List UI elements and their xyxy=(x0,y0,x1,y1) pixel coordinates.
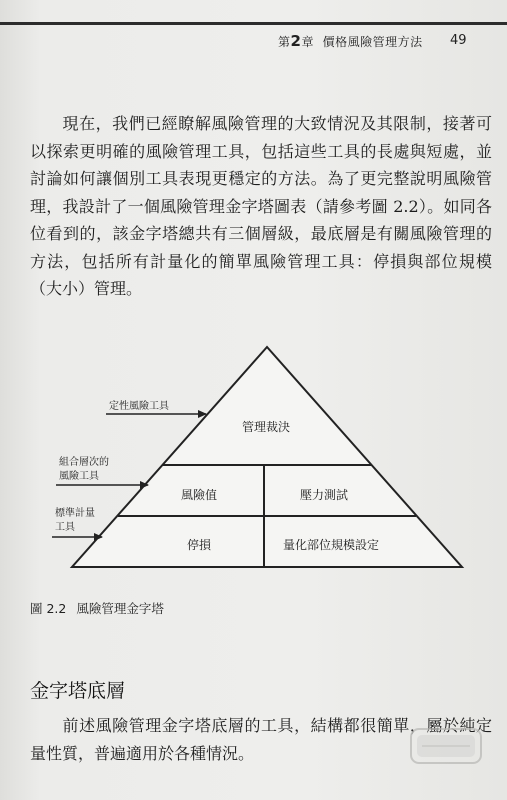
tier-label-stop-loss: 停損 xyxy=(186,538,212,552)
arrow-label-qualitative: 定性風險工具 xyxy=(109,401,169,412)
arrow-label-standard-line1: 標準計量 xyxy=(55,508,95,519)
arrow-label-portfolio-line1: 組合層次的 xyxy=(59,457,109,468)
header-rule xyxy=(0,22,507,25)
arrow-label-portfolio-line2: 風險工具 xyxy=(59,471,99,482)
paragraph-1-text: 現在，我們已經瞭解風險管理的大致情況及其限制，接著可以探索更明確的風險管理工具，包括這些工具的長處與短處，並討論如何讓個別工具表現更穩定的方法。為了更完整說明風險管理，我設計了一個風險管理金字塔圖表（請參考圖 2.2）。如同各位看到的，該金字塔總共有三個層級，最底層是有關風險管理的方法，包括所有計量化的簡單風險管理工具：停損與部位規模（大小）管理。 xyxy=(30,114,492,298)
running-header xyxy=(0,0,507,52)
tier-label-var: 風險值 xyxy=(180,488,218,502)
section-heading: 金字塔底層 xyxy=(30,680,126,702)
tier-label-position-sizing: 量化部位規模設定 xyxy=(282,538,380,552)
figure-title: 風險管理金字塔 xyxy=(76,601,164,616)
body-paragraph-1 xyxy=(30,110,492,303)
figure-number: 圖 2.2 xyxy=(30,601,67,616)
tier-label-stress-test: 壓力測試 xyxy=(299,488,349,502)
watermark-stamp xyxy=(408,723,484,771)
figure-caption xyxy=(30,599,174,617)
chapter-title: 價格風險管理方法 xyxy=(322,35,423,49)
chapter-heading xyxy=(278,32,423,50)
page-number: 49 xyxy=(450,33,467,48)
paragraph-2-text: 前述風險管理金字塔底層的工具，結構都很簡單，屬於純定量性質，普遍適用於各種情況。 xyxy=(30,716,492,763)
chapter-number: 2 xyxy=(290,32,302,50)
chapter-prefix: 第 xyxy=(278,35,291,49)
arrow-label-standard-line2: 工具 xyxy=(55,522,75,533)
tier-label-management: 管理裁決 xyxy=(241,420,291,434)
risk-pyramid-figure xyxy=(0,340,507,580)
pyramid-outline xyxy=(72,347,462,567)
chapter-suffix: 章 xyxy=(301,35,314,49)
risk-pyramid-diagram xyxy=(0,340,507,580)
